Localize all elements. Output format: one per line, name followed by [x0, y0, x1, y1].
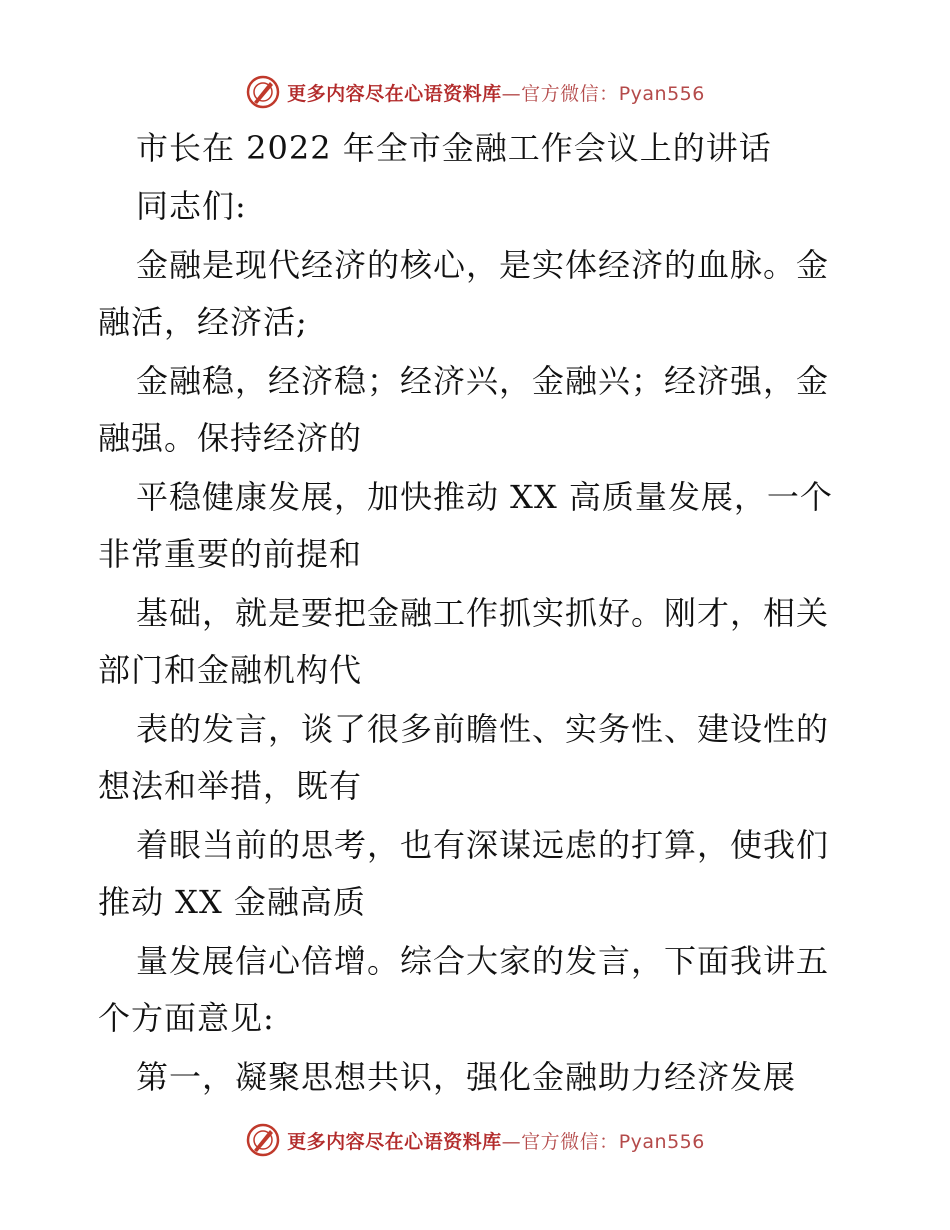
paragraph-line: 基础，就是要把金融工作抓实抓好。刚才，相关 [136, 594, 830, 632]
paragraph-line: 融活，经济活; [98, 303, 308, 341]
header-brand: 更多内容尽在心语资料库 [287, 82, 502, 105]
section-heading: 第一，凝聚思想共识，强化金融助力经济发展 [136, 1058, 797, 1096]
header-label: 官方微信： [521, 82, 619, 105]
quill-seal-icon [245, 1122, 281, 1158]
paragraph-line: 非常重要的前提和 [98, 535, 363, 573]
paragraph-line: 平稳健康发展，加快推动 XX 高质量发展，一个 [136, 478, 833, 516]
paragraph-line: 融强。保持经济的 [98, 419, 363, 457]
header-dash: — [501, 82, 522, 105]
footer-banner [0, 1120, 950, 1160]
footer-label: 官方微信： [521, 1130, 619, 1153]
header-wechat-id: Pyan556 [618, 82, 705, 105]
paragraph-line: 金融稳，经济稳；经济兴，金融兴；经济强，金 [136, 362, 830, 400]
paragraph-line: 想法和举措，既有 [98, 767, 363, 805]
footer-wechat-id: Pyan556 [618, 1130, 705, 1153]
paragraph-line: 个方面意见: [98, 999, 275, 1037]
document-title: 市长在 2022 年全市金融工作会议上的讲话 [136, 129, 772, 167]
paragraph-line: 金融是现代经济的核心，是实体经济的血脉。金 [136, 246, 830, 284]
paragraph-line: 部门和金融机构代 [98, 651, 363, 689]
paragraph-line: 同志们: [136, 187, 247, 225]
paragraph-line: 推动 XX 金融高质 [98, 883, 366, 921]
footer-dash: — [501, 1130, 522, 1153]
paragraph-line: 着眼当前的思考，也有深谋远虑的打算，使我们 [136, 826, 830, 864]
footer-brand: 更多内容尽在心语资料库 [287, 1130, 502, 1153]
footer-banner-text [287, 1127, 705, 1154]
paragraph-line: 量发展信心倍增。综合大家的发言，下面我讲五 [136, 942, 830, 980]
paragraph-line: 表的发言，谈了很多前瞻性、实务性、建设性的 [136, 710, 830, 748]
